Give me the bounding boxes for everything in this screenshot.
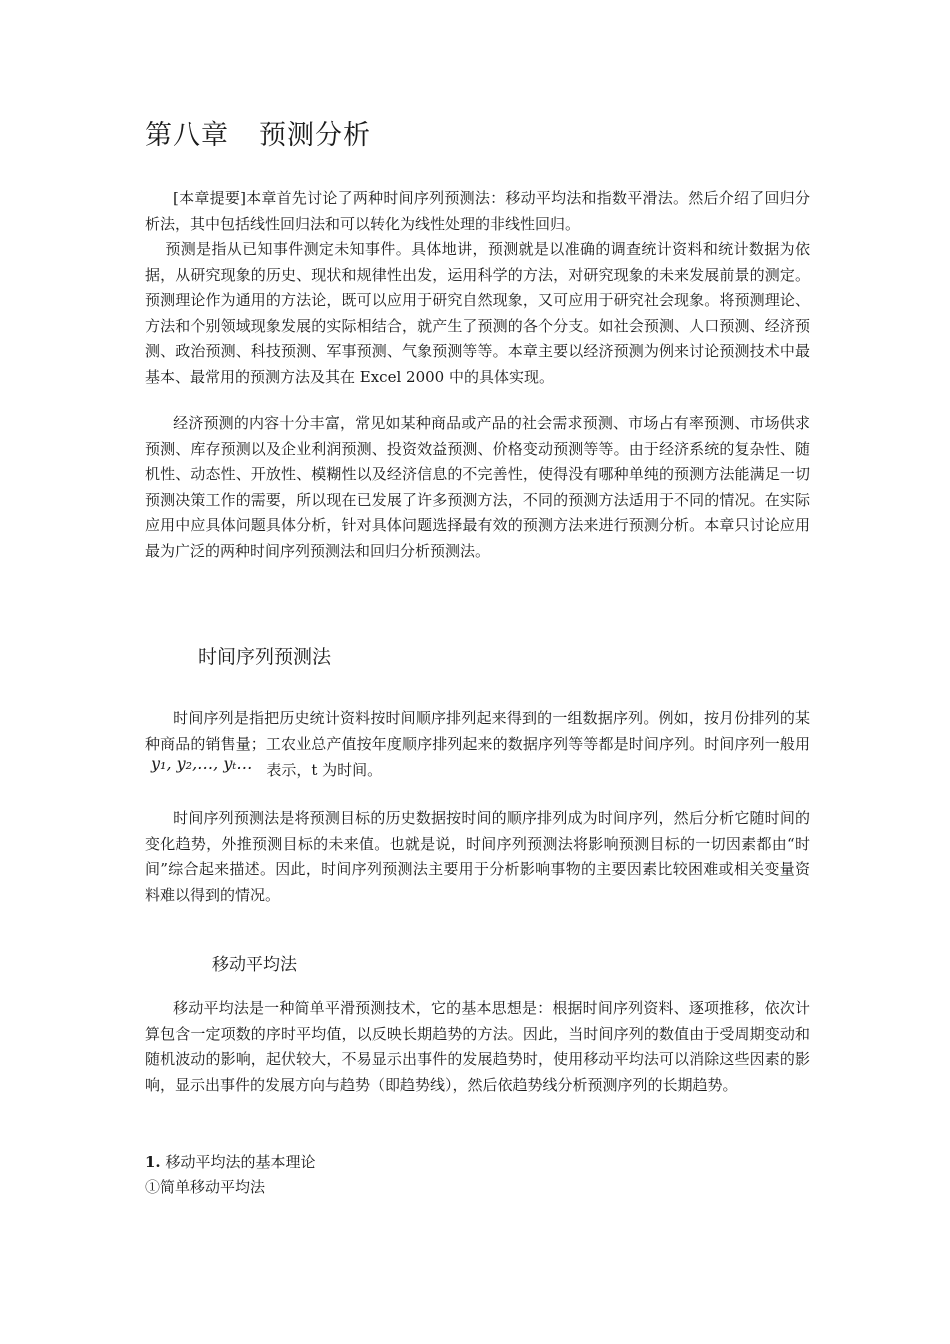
numbered-item-basic-theory [145,1151,315,1172]
time-series-definition-text: 时间序列是指把历史统计资料按时间顺序排列起来得到的一组数据序列。例如，按月份排列的某种商品的销售量；工农业总产值按年度顺序排列起来的数据序列等等都是时间序列。时间序列一般用 [145,709,810,753]
moving-average-heading: 移动平均法 [212,955,297,975]
moving-average-paragraph [145,996,810,1098]
time-series-notation: y₁, y₂,…, yₜ… [151,754,253,774]
economic-forecast-text: 经济预测的内容十分丰富，常见如某种商品或产品的社会需求预测、市场占有率预测、市场供求预测、库存预测以及企业利润预测、投资效益预测、价格变动预测等等。由于经济系统的复杂性、随机性、动态性、开放性、模糊性以及经济信息的不完善性，使得没有哪种单纯的预测方法能满足一切预测决策工作的需要，所以现在已发展了许多预测方法，不同的预测方法适用于不同的情况。在实际应用中应具体问题具体分析，针对具体问题选择最有效的预测方法来进行预测分析。本章只讨论应用最为广泛的两种时间序列预测法和回归分析预测法。 [145,414,810,560]
forecast-definition-text: 预测是指从已知事件测定未知事件。具体地讲，预测就是以准确的调查统计资料和统计数据为依据，从研究现象的历史、现状和规律性出发，运用科学的方法，对研究现象的未来发展前景的测定。预测理论作为通用的方法论，既可以应用于研究自然现象，又可应用于研究社会现象。将预测理论、方法和个别领域现象发展的实际相结合，就产生了预测的各个分支。如社会预测、人口预测、经济预测、政治预测、科技预测、军事预测、气象预测等等。本章主要以经济预测为例来讨论预测技术中最基本、最常用的预测方法及其在 Excel 2000 中的具体实现。 [145,240,810,386]
chapter-summary-paragraph [145,186,810,237]
chapter-label: 第八章 [145,120,229,151]
chapter-title [145,113,371,152]
time-series-method-text: 时间序列预测法是将预测目标的历史数据按时间的顺序排列成为时间序列，然后分析它随时间的变化趋势，外推预测目标的未来值。也就是说，时间序列预测法将影响预测目标的一切因素都由“时间”综合起来描述。因此，时间序列预测法主要用于分析影响事物的主要因素比较困难或相关变量资料难以得到的情况。 [145,809,810,904]
forecast-definition-paragraph [145,237,810,391]
time-series-notation-suffix: 表示，t 为时间。 [266,761,383,780]
time-series-method-paragraph [145,806,810,908]
item-number: 1. [145,1153,161,1171]
numbered-item-simple-moving-average: ①简单移动平均法 [145,1178,266,1196]
economic-forecast-paragraph [145,411,810,565]
chapter-name: 预测分析 [259,120,371,151]
time-series-definition-paragraph [145,706,810,784]
moving-average-text: 移动平均法是一种简单平滑预测技术，它的基本思想是：根据时间序列资料、逐项推移，依次计算包含一定项数的序时平均值，以反映长期趋势的方法。因此，当时间序列的数值由于受周期变动和随机波动的影响，起伏较大，不易显示出事件的发展趋势时，使用移动平均法可以消除这些因素的影响，显示出事件的发展方向与趋势（即趋势线），然后依趋势线分析预测序列的长期趋势。 [145,999,810,1094]
item-text: 移动平均法的基本理论 [165,1153,316,1171]
chapter-summary-text: [本章提要]本章首先讨论了两种时间序列预测法：移动平均法和指数平滑法。然后介绍了回归分析法，其中包括线性回归法和可以转化为线性处理的非线性回归。 [145,189,810,233]
time-series-heading: 时间序列预测法 [198,646,332,668]
